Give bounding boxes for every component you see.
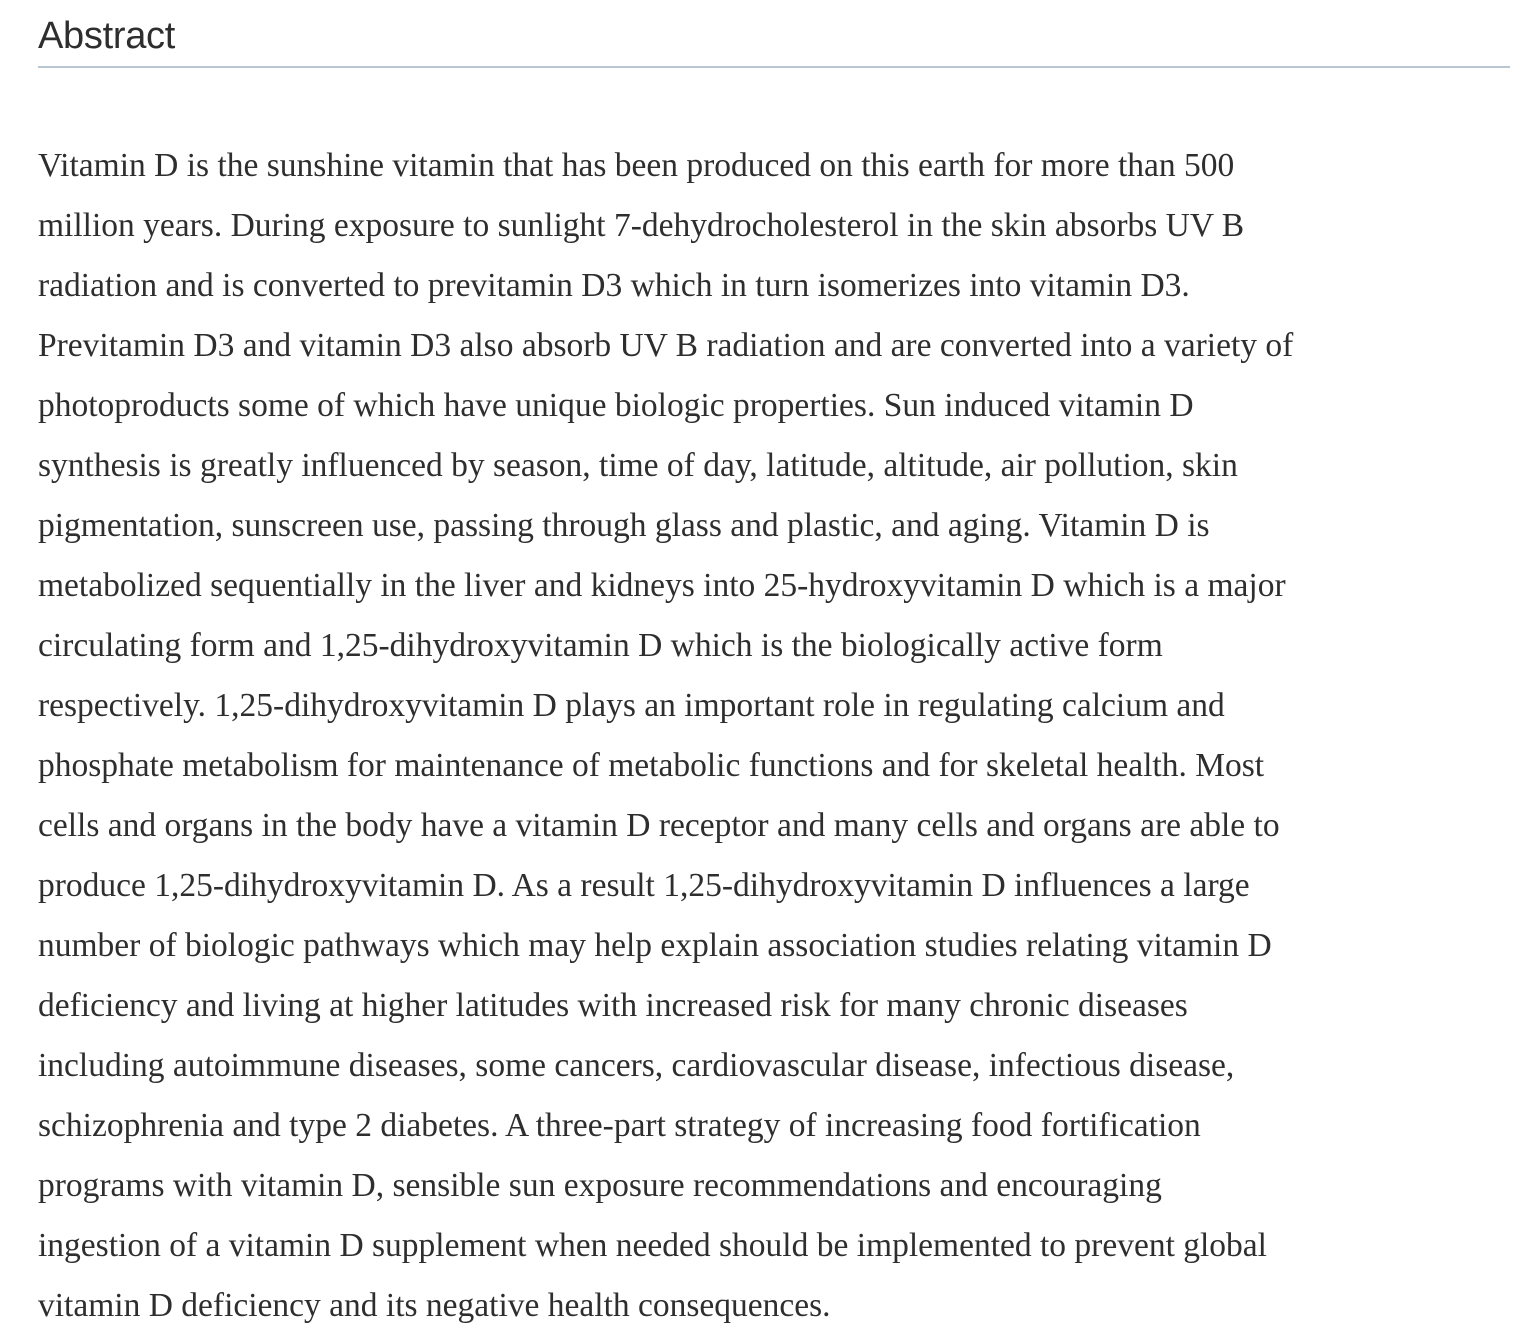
- abstract-line: number of biologic pathways which may help explain association studies relating vitamin D: [38, 927, 1272, 964]
- abstract-line: cells and organs in the body have a vitamin D receptor and many cells and organs are able to: [38, 807, 1280, 844]
- abstract-line: programs with vitamin D, sensible sun exposure recommendations and encouraging: [38, 1167, 1162, 1204]
- abstract-line: million years. During exposure to sunlight 7-dehydrocholesterol in the skin absorbs UV B: [38, 207, 1245, 244]
- abstract-line: vitamin D deficiency and its negative health consequences.: [38, 1287, 831, 1324]
- abstract-line: photoproducts some of which have unique biologic properties. Sun induced vitamin D: [38, 387, 1194, 424]
- abstract-line: circulating form and 1,25-dihydroxyvitamin D which is the biologically active form: [38, 627, 1163, 664]
- abstract-line: deficiency and living at higher latitudes with increased risk for many chronic diseases: [38, 987, 1188, 1024]
- abstract-line: phosphate metabolism for maintenance of metabolic functions and for skeletal health. Most: [38, 747, 1265, 784]
- section-heading: Abstract: [38, 0, 1510, 68]
- abstract-line: metabolized sequentially in the liver and kidneys into 25-hydroxyvitamin D which is a major: [38, 567, 1286, 604]
- abstract-line: ingestion of a vitamin D supplement when needed should be implemented to prevent global: [38, 1227, 1267, 1264]
- abstract-paragraph: [38, 68, 1510, 1336]
- abstract-line: Previtamin D3 and vitamin D3 also absorb UV B radiation and are converted into a variety of: [38, 327, 1294, 364]
- abstract-line: Vitamin D is the sunshine vitamin that has been produced on this earth for more than 500: [38, 147, 1235, 184]
- abstract-line: pigmentation, sunscreen use, passing through glass and plastic, and aging. Vitamin D is: [38, 507, 1210, 544]
- abstract-line: schizophrenia and type 2 diabetes. A three-part strategy of increasing food fortification: [38, 1107, 1201, 1144]
- abstract-line: respectively. 1,25-dihydroxyvitamin D plays an important role in regulating calcium and: [38, 687, 1225, 724]
- abstract-line: radiation and is converted to previtamin D3 which in turn isomerizes into vitamin D3.: [38, 267, 1190, 304]
- abstract-line: produce 1,25-dihydroxyvitamin D. As a result 1,25-dihydroxyvitamin D influences a large: [38, 867, 1250, 904]
- abstract-section: [38, 0, 1510, 1336]
- abstract-line: synthesis is greatly influenced by season, time of day, latitude, altitude, air pollution, skin: [38, 447, 1238, 484]
- abstract-line: including autoimmune diseases, some cancers, cardiovascular disease, infectious disease,: [38, 1047, 1235, 1084]
